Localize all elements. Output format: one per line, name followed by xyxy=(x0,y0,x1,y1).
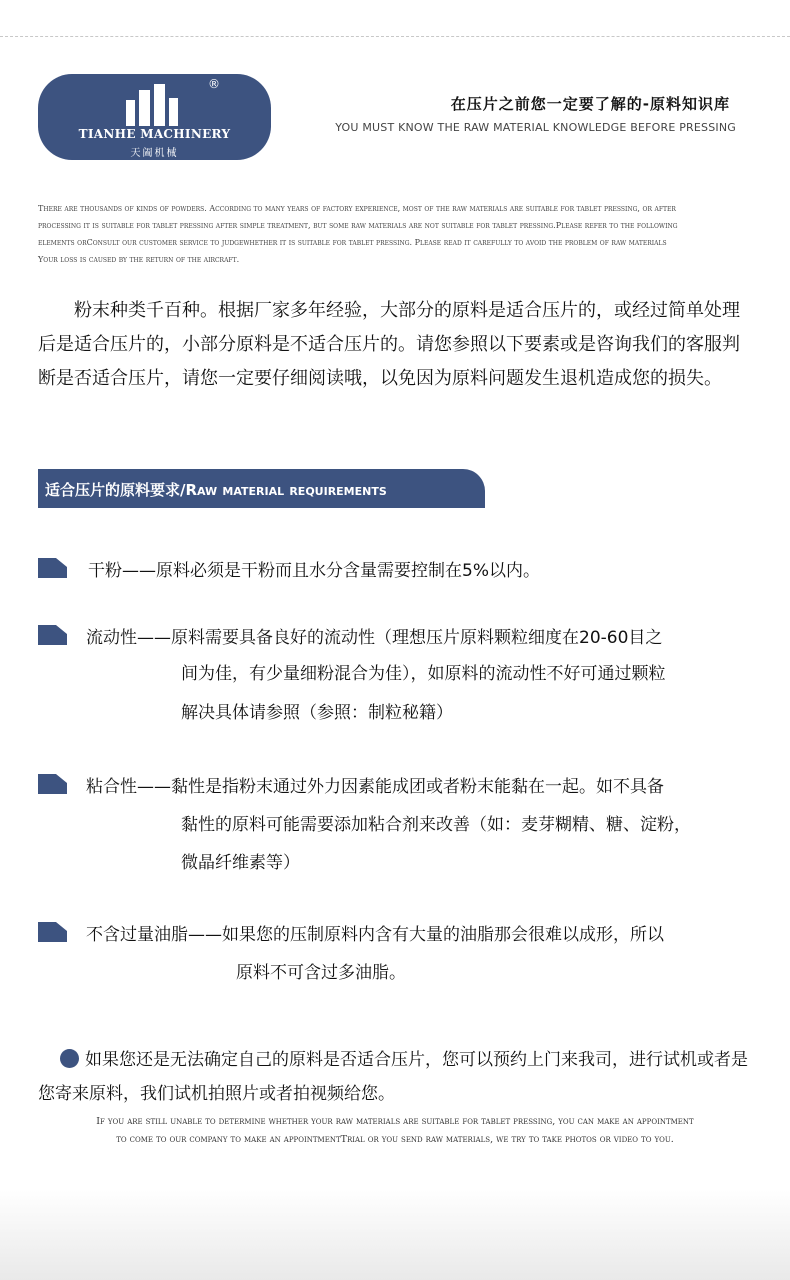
requirement-line: 解决具体请参照（参照：制粒秘籍） xyxy=(181,703,453,723)
bullet-flag-icon xyxy=(38,625,67,645)
requirement-line: 黏性的原料可能需要添加粘合剂来改善（如：麦芽糊精、糖、淀粉， xyxy=(181,815,691,835)
intro-en-text xyxy=(38,200,738,268)
requirement-line: 间为佳，有少量细粉混合为佳），如原料的流动性不好可通过颗粒 xyxy=(181,664,666,684)
brand-name-en: TIANHE MACHINERY xyxy=(78,127,231,141)
closing-note-en xyxy=(20,1113,770,1149)
registered-mark: ® xyxy=(208,77,220,91)
requirement-line: 微晶纤维素等） xyxy=(181,853,300,873)
brand-logo xyxy=(38,74,271,160)
page-title-en: YOU MUST KNOW THE RAW MATERIAL KNOWLEDGE BEFORE PRESSING xyxy=(335,121,736,134)
top-divider xyxy=(0,36,790,37)
intro-en-line: processing it is suitable for tablet pressing after simple treatment, but some raw materials are not suitable for tablet pressing.Please refer to the following xyxy=(38,221,678,230)
intro-cn-text: 粉末种类千百种。根据厂家多年经验，大部分的原料是适合压片的，或经过简单处理后是适合压片的，小部分原料是不适合压片的。请您参照以下要素或是咨询我们的客服判断是否适合压片，请您一定要仔细阅读哦，以免因为原料问题发生退机造成您的损失。 xyxy=(38,300,740,389)
logo-building-icon xyxy=(124,84,180,128)
closing-note-en-line: to come to our company to make an appointmentTrial or you send raw materials, we try to take photos or video to you. xyxy=(116,1134,674,1145)
closing-note-text: 如果您还是无法确定自己的原料是否适合压片，您可以预约上门来我司，进行试机或者是您寄来原料，我们试机拍照片或者拍视频给您。 xyxy=(38,1050,748,1104)
bullet-flag-icon xyxy=(38,922,67,942)
requirement-line: 流动性——原料需要具备良好的流动性（理想压片原料颗粒细度在20-60目之 xyxy=(86,628,663,648)
section-header xyxy=(38,469,485,508)
page-title-cn: 在压片之前您一定要了解的-原料知识库 xyxy=(450,95,730,113)
brand-name-cn: 天阖机械 xyxy=(130,148,179,159)
requirement-line: 干粉——原料必须是干粉而且水分含量需要控制在5%以内。 xyxy=(88,561,540,581)
requirement-line: 原料不可含过多油脂。 xyxy=(236,963,406,983)
requirement-line: 不含过量油脂——如果您的压制原料内含有大量的油脂那会很难以成形，所以 xyxy=(86,925,664,945)
section-title: 适合压片的原料要求/Raw material requirements xyxy=(45,481,387,499)
intro-en-line: elements orConsult our customer service to judgewhether it is suitable for tablet pressing. Please read it carefully to avoid the problem of raw materials xyxy=(38,238,667,247)
bottom-fade xyxy=(0,1190,790,1280)
intro-en-line: Your loss is caused by the return of the aircraft. xyxy=(38,255,240,264)
intro-en-line: There are thousands of kinds of powders. According to many years of factory experience, most of the raw materials are suitable for tablet pressing, or after xyxy=(38,204,676,213)
closing-note-en-line: If you are still unable to determine whether your raw materials are suitable for tablet pressing, you can make an appointment xyxy=(96,1116,694,1127)
requirement-line: 粘合性——黏性是指粉末通过外力因素能成团或者粉末能黏在一起。如不具备 xyxy=(86,777,664,797)
bullet-flag-icon xyxy=(38,774,67,794)
circle-bullet-icon xyxy=(60,1049,79,1068)
bullet-flag-icon xyxy=(38,558,67,578)
closing-note-cn xyxy=(38,1043,758,1111)
